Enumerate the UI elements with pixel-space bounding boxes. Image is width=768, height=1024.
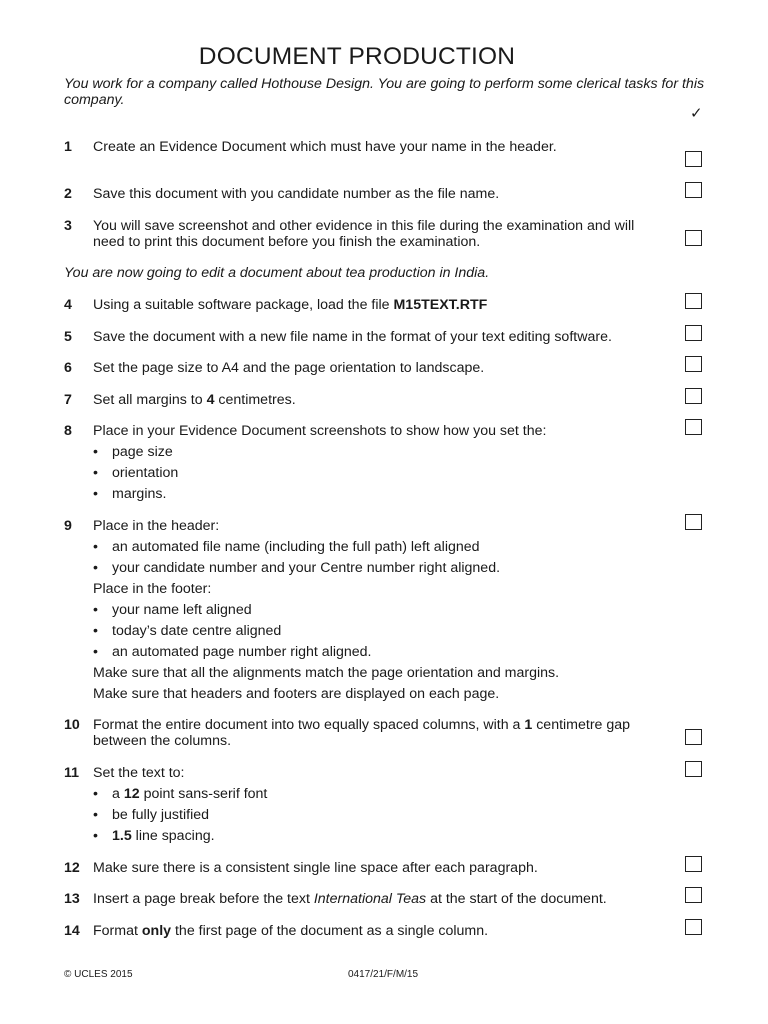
task-text: Format the entire document into two equally spaced columns, with a <box>93 717 525 733</box>
task-5 <box>64 329 639 345</box>
task-number: 13 <box>64 891 80 907</box>
copyright-notice: © UCLES 2015 <box>64 969 133 980</box>
gap-value: 1 <box>524 717 533 733</box>
bullet-item: • margins. <box>93 486 639 502</box>
task-3-checkbox[interactable] <box>685 230 702 246</box>
section-intro: You are now going to edit a document about tea production in India. <box>64 265 490 281</box>
task-text: Using a suitable software package, load the file <box>93 297 394 313</box>
bullet-item <box>93 828 639 844</box>
task-number: 12 <box>64 860 80 876</box>
task-10-checkbox[interactable] <box>685 729 702 745</box>
task-8-checkbox[interactable] <box>685 419 702 435</box>
bullet-item: • your name left aligned <box>93 602 639 618</box>
bullet-item: • an automated file name (including the full path) left aligned <box>93 539 639 555</box>
paper-code: 0417/21/F/M/15 <box>348 969 419 980</box>
task-text: Set all margins to <box>93 392 207 408</box>
bullet-text: a <box>112 786 124 802</box>
task-8 <box>64 423 639 502</box>
bullet-item <box>93 786 639 802</box>
bullet-item: • orientation <box>93 465 639 481</box>
task-text-end: centimetres. <box>214 392 296 408</box>
task-text: Format <box>93 923 142 939</box>
task-6 <box>64 360 639 376</box>
task-4-checkbox[interactable] <box>685 293 702 309</box>
task-text: Save this document with you candidate number as the file name. <box>93 186 500 202</box>
bullet-item: • your candidate number and your Centre number right aligned. <box>93 560 639 576</box>
task-text: Save the document with a new file name in the format of your text editing software. <box>93 329 612 345</box>
task-text: Set the text to: <box>93 765 185 781</box>
task-number: 6 <box>64 360 72 376</box>
task-14 <box>64 923 639 939</box>
task-number: 1 <box>64 139 72 155</box>
task-5-checkbox[interactable] <box>685 325 702 341</box>
task-text: Place in your Evidence Document screenshots to show how you set the: <box>93 423 547 439</box>
margin-value: 4 <box>206 392 215 408</box>
task-number: 7 <box>64 392 72 408</box>
footer-label: Place in the footer: <box>93 581 212 597</box>
task-number: 11 <box>64 765 79 781</box>
alignment-note: Make sure that all the alignments match the page orientation and margins. <box>93 665 560 681</box>
bullet-item: • be fully justified <box>93 807 639 823</box>
task-11 <box>64 765 639 844</box>
task-12-checkbox[interactable] <box>685 856 702 872</box>
task-number: 14 <box>64 923 80 939</box>
font-size-value: 12 <box>123 786 140 802</box>
task-7 <box>64 392 639 408</box>
checkmark-icon: ✓ <box>690 105 703 122</box>
task-6-checkbox[interactable] <box>685 356 702 372</box>
italic-phrase: International Teas <box>313 891 427 907</box>
task-9-checkbox[interactable] <box>685 514 702 530</box>
task-text: Create an Evidence Document which must have your name in the header. <box>93 139 557 155</box>
bullet-text-end: line spacing. <box>131 828 215 844</box>
task-2-checkbox[interactable] <box>685 182 702 198</box>
task-11-checkbox[interactable] <box>685 761 702 777</box>
emphasis-word: only <box>141 923 172 939</box>
task-10 <box>64 717 639 749</box>
task-number: 2 <box>64 186 72 202</box>
page-title: DOCUMENT PRODUCTION <box>198 43 516 70</box>
task-number: 5 <box>64 329 72 345</box>
task-9 <box>64 518 639 702</box>
bullet-item: • an automated page number right aligned. <box>93 644 639 660</box>
task-12 <box>64 860 639 876</box>
task-text-end: centimetre gap between the columns. <box>93 717 631 749</box>
task-number: 9 <box>64 518 72 534</box>
task-2 <box>64 186 639 202</box>
task-text: Set the page size to A4 and the page orientation to landscape. <box>93 360 485 376</box>
task-number: 4 <box>64 297 72 313</box>
line-spacing-value: 1.5 <box>112 828 132 844</box>
task-text: You will save screenshot and other evidence in this file during the examination and will need to print this document before you finish the examination. <box>93 218 635 250</box>
header-footer-note: Make sure that headers and footers are displayed on each page. <box>93 686 500 702</box>
task-text-end: the first page of the document as a single column. <box>171 923 489 939</box>
task-number: 10 <box>64 717 80 733</box>
bullet-item: • today’s date centre aligned <box>93 623 639 639</box>
bullet-item: • page size <box>93 444 639 460</box>
file-name: M15TEXT.RTF <box>393 297 488 313</box>
header-label: Place in the header: <box>93 518 220 534</box>
task-1-checkbox[interactable] <box>685 151 702 167</box>
task-number: 8 <box>64 423 72 439</box>
task-7-checkbox[interactable] <box>685 388 702 404</box>
task-number: 3 <box>64 218 72 234</box>
task-text: Make sure there is a consistent single line space after each paragraph. <box>93 860 538 876</box>
task-1 <box>64 139 639 155</box>
task-4 <box>64 297 639 313</box>
bullet-text-end: point sans-serif font <box>139 786 268 802</box>
task-3 <box>64 218 639 250</box>
task-13 <box>64 891 639 907</box>
intro-text: You work for a company called Hothouse Design. You are going to perform some clerical tasks for this company. <box>64 76 705 108</box>
task-text: Insert a page break before the text <box>93 891 314 907</box>
task-14-checkbox[interactable] <box>685 919 702 935</box>
task-text-end: at the start of the document. <box>426 891 607 907</box>
task-13-checkbox[interactable] <box>685 887 702 903</box>
